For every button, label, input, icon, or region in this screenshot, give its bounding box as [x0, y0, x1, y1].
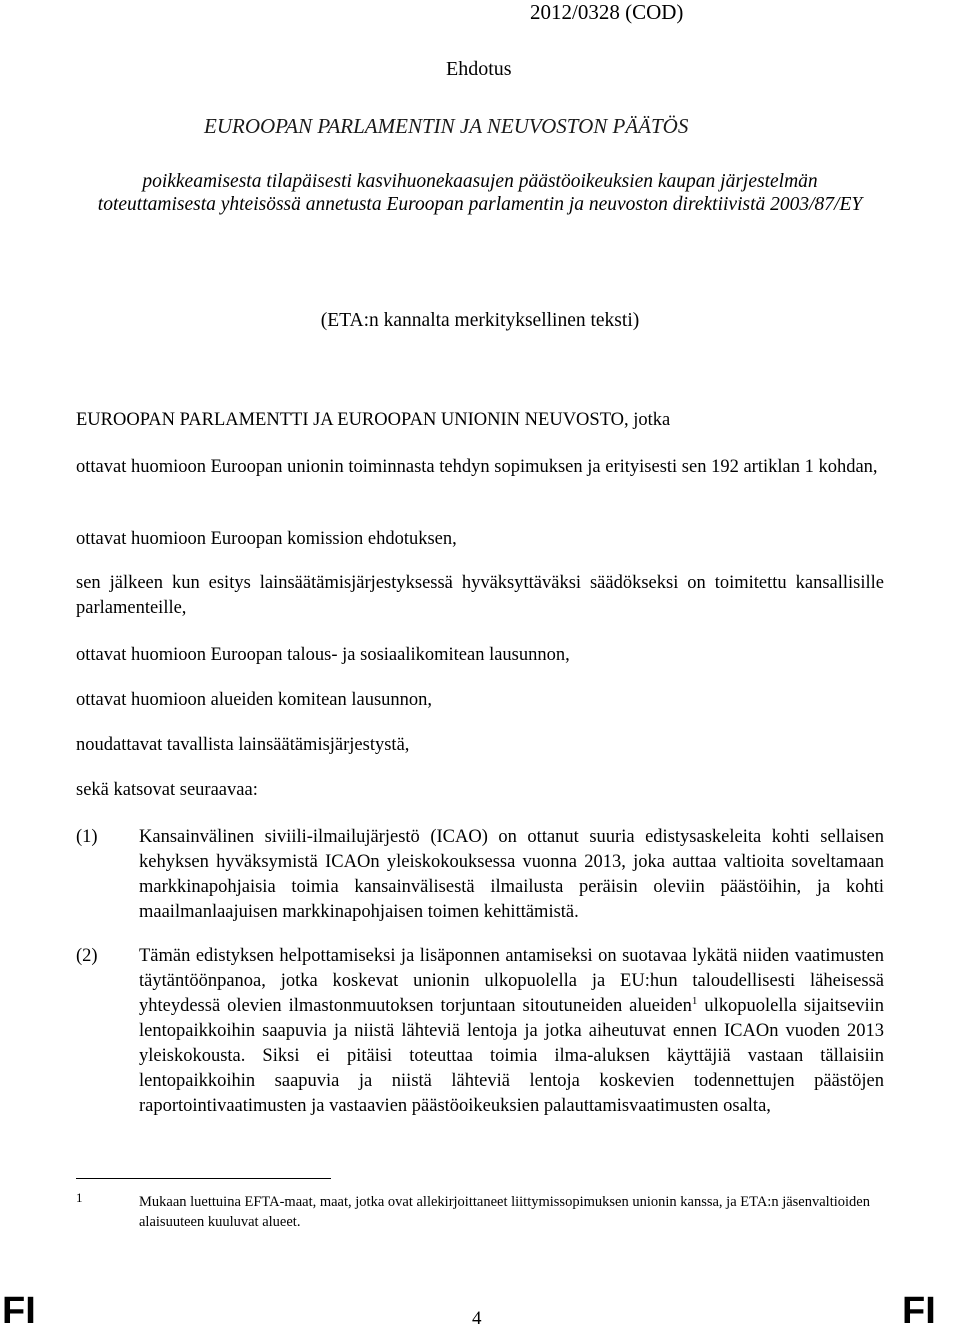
- citation: sekä katsovat seuraavaa:: [76, 780, 258, 800]
- document-reference: 2012/0328 (COD): [530, 0, 684, 24]
- footnote-text: Mukaan luettuina EFTA-maat, maat, jotka ovat allekirjoittaneet liittymissopimuksen unionin kanssa, ja ETA:n jäsenvaltioiden alaisuuteen kuuluvat alueet.: [139, 1194, 870, 1230]
- document-subtitle: poikkeamisesta tilapäisesti kasvihuonekaasujen päästöoikeuksien kaupan järjestelmän toteuttamisesta yhteisössä annetusta Euroopan parlamentin ja neuvoston direktiivistä 2003/87/EY: [97, 171, 863, 215]
- citation: ottavat huomioon Euroopan talous- ja sosiaalikomitean lausunnon,: [76, 645, 570, 665]
- recital-text: [139, 944, 884, 1119]
- citation: ottavat huomioon Euroopan unionin toiminnasta tehdyn sopimuksen ja erityisesti sen 192 artiklan 1 kohdan,: [76, 457, 878, 477]
- footnote-reference[interactable]: 1: [691, 994, 698, 1007]
- recital-number: (2): [76, 946, 98, 966]
- language-code-right: FI: [902, 1290, 936, 1332]
- language-code-left: FI: [2, 1290, 36, 1332]
- preamble-intro: EUROOPAN PARLAMENTTI JA EUROOPAN UNIONIN NEUVOSTO, jotka: [76, 410, 671, 430]
- citation: ottavat huomioon Euroopan komission ehdotuksen,: [76, 529, 457, 549]
- document-title: EUROOPAN PARLAMENTIN JA NEUVOSTON PÄÄTÖS: [204, 114, 689, 138]
- recital-text-part: Tämän edistyksen helpottamiseksi ja lisäponnen antamiseksi on suotavaa lykätä niiden vaatimusten täytäntöönpanoa, jotka koskevat unionin ulkopuolella ja EU:hun taloudellisesti läheisessä yhteydessä olevien ilmastonmuutoksen torjuntaan sitoutuneiden alueiden: [139, 946, 884, 1016]
- citation: ottavat huomioon alueiden komitean lausunnon,: [76, 690, 433, 710]
- citation: sen jälkeen kun esitys lainsäätämisjärjestyksessä hyväksyttäväksi säädökseksi on toimitettu kansallisille parlamenteille,: [76, 573, 884, 618]
- page-number: 4: [472, 1308, 482, 1329]
- footnote-number: 1: [76, 1190, 83, 1205]
- footnote-separator: [76, 1178, 331, 1179]
- document-type: Ehdotus: [446, 58, 512, 80]
- recital-text-part: ulkopuolella sijaitseviin lentopaikkoihin saapuvia ja niistä lähteviä lentoja ja jotka aiheutuvat ennen ICAOn vuoden 2013 yleiskokousta. Siksi ei pitäisi toteuttaa toimia ilma-aluksen käyttäjiä vastaan tällaisiin lentopaikkoihin saapuvia ja niistä lähteviä lentoja koskevien todennettujen päästöjen raportointivaatimusten ja vastaavien päästöoikeuksien palauttamisvaatimusten osalta,: [139, 996, 884, 1116]
- eea-relevance: (ETA:n kannalta merkityksellinen teksti): [320, 310, 640, 331]
- recital-number: (1): [76, 827, 98, 847]
- citation: noudattavat tavallista lainsäätämisjärjestystä,: [76, 735, 410, 755]
- recital-text: Kansainvälinen siviili-ilmailujärjestö (ICAO) on ottanut suuria edistysaskeleita kohti sellaisen kehyksen hyväksymistä ICAOn yleiskokouksessa vuonna 2013, joka auttaa valtioita soveltamaan markkinapohjaisia toimia kansainvälisestä ilmailusta peräisin oleviin päästöihin, ja kohti maailmanlaajuisen markkinapohjaisen toimen kehittämistä.: [139, 827, 884, 922]
